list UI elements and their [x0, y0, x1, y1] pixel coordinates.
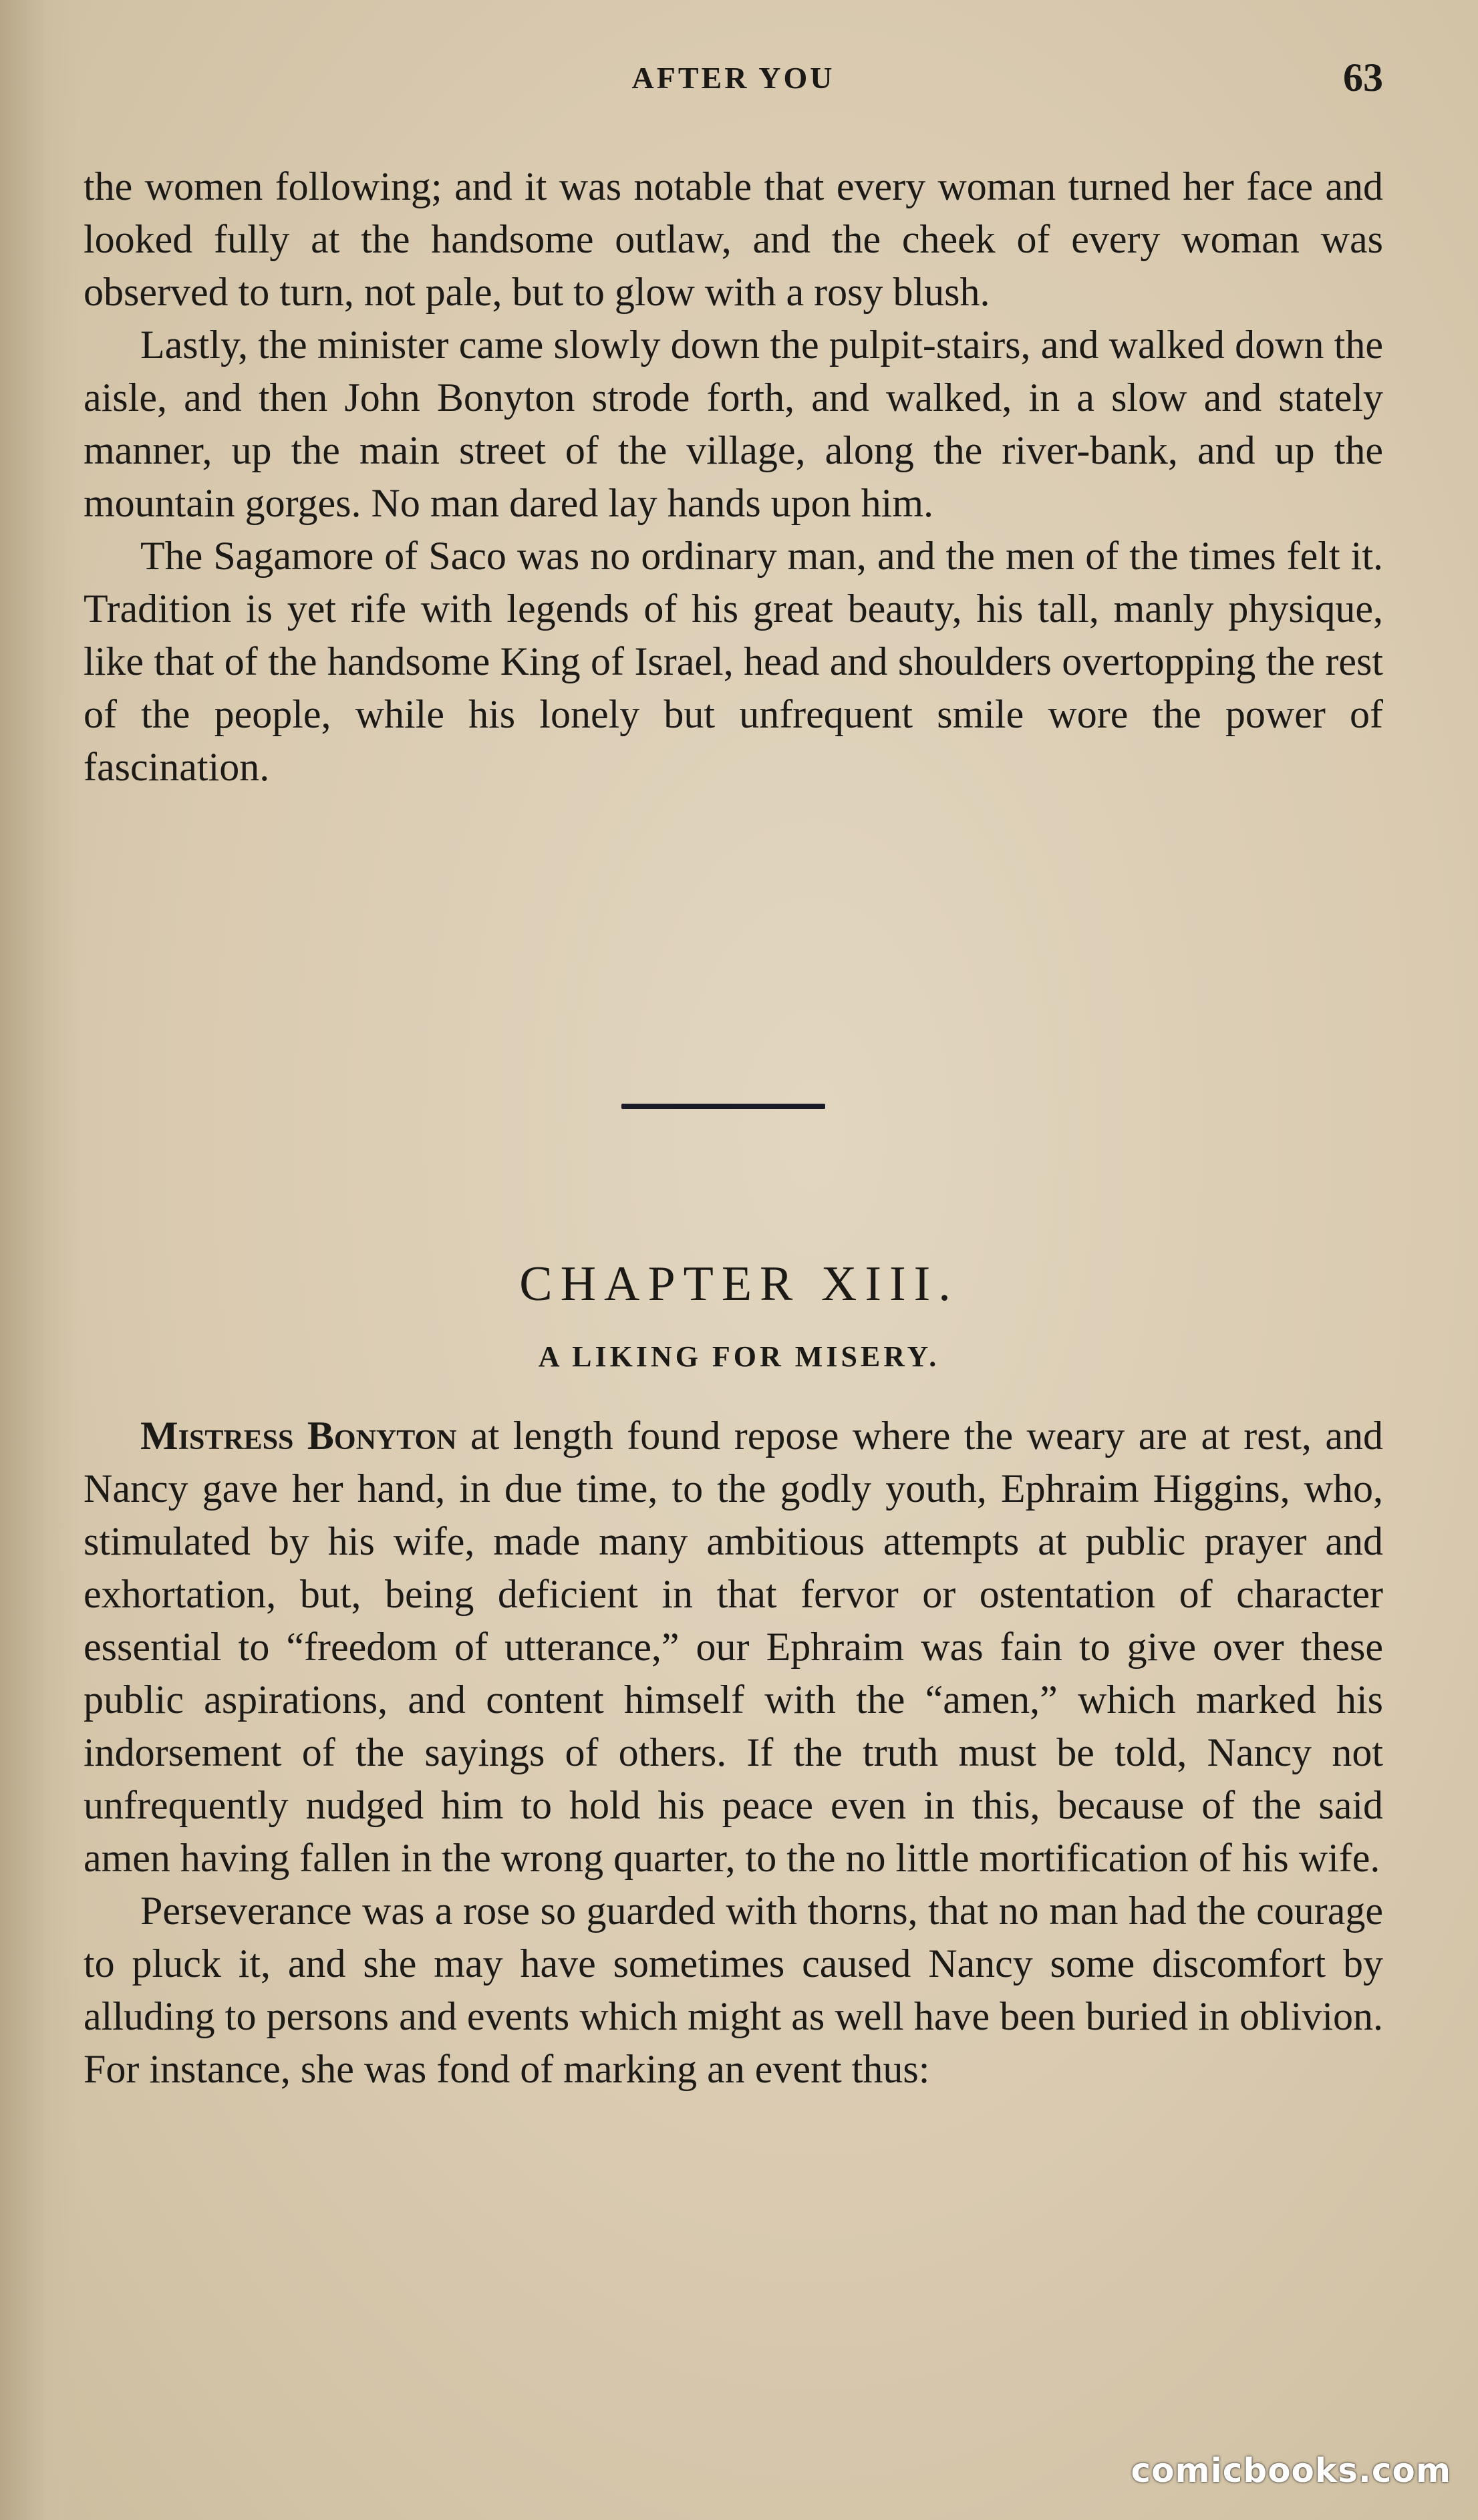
paragraph-text: at length found repose where the weary are at rest, and Nancy gave her hand, in due time, to the godly youth, Ephraim Higgins, who, stimulated by his wife, made many ambitious attempts at public prayer and exhortation, but, being deficient in that fervor or ostentation of character essential to “freedom of utterance,” our Ephraim was fain to give over these public aspirations, and content himself with the “amen,” which marked his indorsement of the sayings of others. If the truth must be told, Nancy not unfrequently nudged him to hold his peace even in this, because of the said amen having fallen in the wrong quarter, to the no little mortification of his wife. [84, 1414, 1384, 1880]
text-block-chapter [84, 1410, 1383, 2096]
text-block-top [84, 160, 1383, 794]
page-header [84, 55, 1383, 114]
chapter-heading: CHAPTER XIII. [519, 1257, 959, 1311]
paragraph: Lastly, the minister came slowly down the pulpit-stairs, and walked down the aisle, and then John Bonyton strode forth, and walked, in a slow and stately manner, up the main street of the village, along the river-bank, and up the mountain gorges. No man dared lay hands upon him. [84, 323, 1383, 525]
paragraph: Perseverance was a rose so guarded with thorns, that no man had the courage to pluck it, and she may have sometimes caused Nancy some discomfort by alluding to persons and events which might as well have been buried in oblivion. For instance, she was fond of marking an event thus: [84, 1889, 1383, 2091]
section-divider-rule [621, 1104, 825, 1109]
lead-in-small-caps: Mistress Bonyton [140, 1414, 457, 1458]
paragraph [84, 1410, 1383, 1885]
paragraph: the women following; and it was notable that every woman turned her face and looked fully at the handsome outlaw, and the cheek of every woman was observed to turn, not pale, but to glow with a rosy blush. [84, 164, 1383, 314]
page-number: 63 [1343, 55, 1383, 100]
paragraph: The Sagamore of Saco was no ordinary man, and the men of the times felt it. Tradition is yet rife with legends of his great beauty, his tall, manly physique, like that of the handsome King of Israel, head and shoulders overtopping the rest of the people, while his lonely but unfrequent smile wore the power of fascination. [84, 534, 1383, 789]
watermark-text: comicbooks.com [1131, 2451, 1451, 2490]
running-title: AFTER YOU [631, 61, 835, 95]
chapter-title: A LIKING FOR MISERY. [538, 1340, 940, 1373]
